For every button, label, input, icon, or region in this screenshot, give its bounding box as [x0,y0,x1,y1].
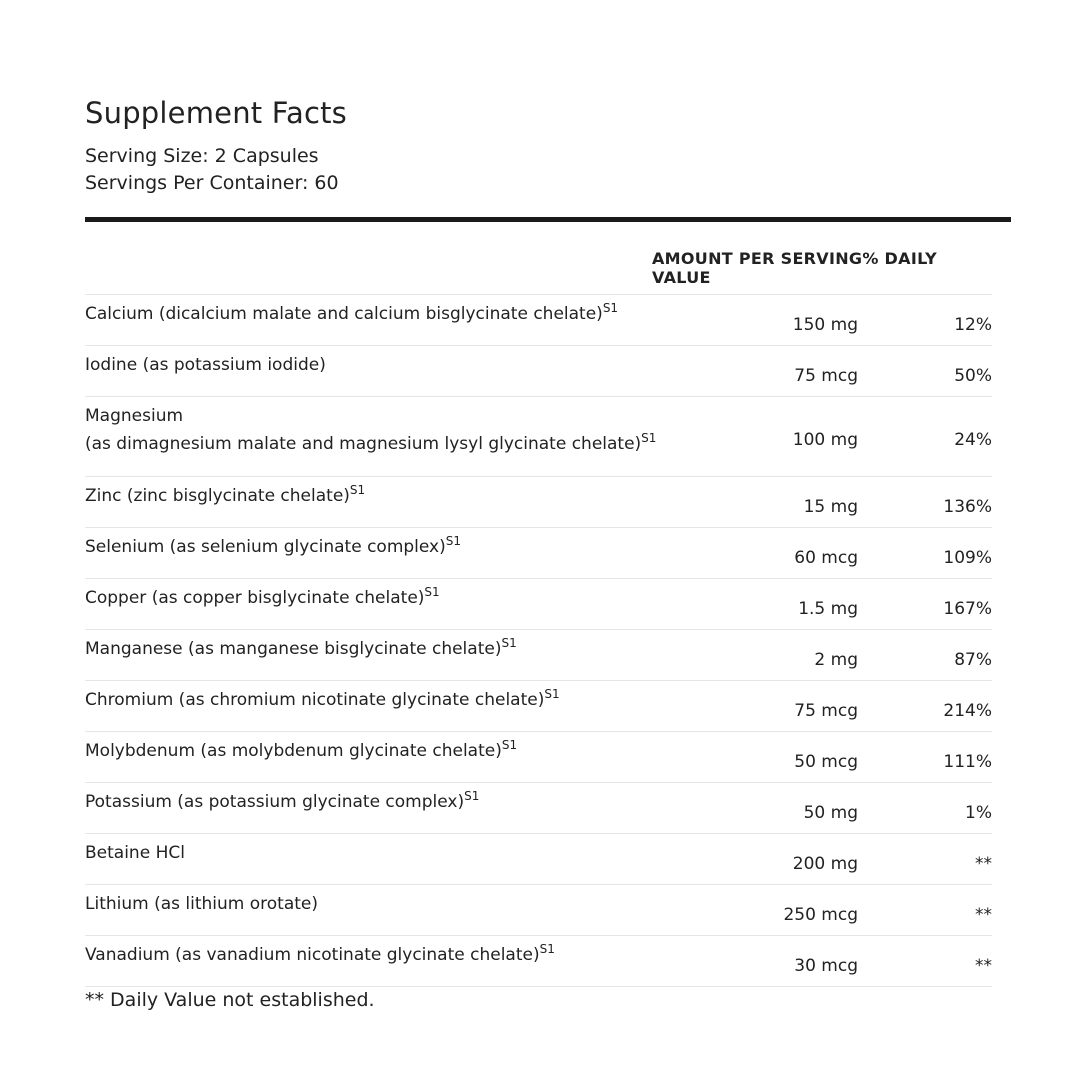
amount-per-serving: 250 mcg [783,905,858,925]
amount-per-serving: 100 mg [792,430,858,450]
nutrient-label: Iodine (as potassium iodide) [85,355,326,375]
footnote-marker: S1 [641,431,657,445]
nutrient-label: Calcium (dicalcium malate and calcium bisglycinate chelate) [85,304,603,324]
panel-title: Supplement Facts [85,96,347,130]
nutrient-label: Selenium (as selenium glycinate complex) [85,537,446,557]
nutrient-name [85,300,705,328]
nutrient-label: Lithium (as lithium orotate) [85,894,319,914]
daily-value: 12% [954,315,992,335]
footnote-marker: S1 [349,483,366,497]
daily-value: 87% [954,650,992,670]
nutrient-name [85,839,705,867]
amount-per-serving: 30 mcg [794,956,858,976]
nutrient-name [85,788,705,816]
nutrient-label: Magnesium [85,406,184,426]
footnote-marker: S1 [501,738,518,752]
nutrient-name [85,533,705,561]
nutrient-source: (as dimagnesium malate and magnesium lysyl glycinate chelate) [85,434,642,454]
daily-value: 167% [943,599,992,619]
amount-per-serving: 1.5 mg [798,599,858,619]
nutrient-label: Zinc (zinc bisglycinate chelate) [85,486,350,506]
nutrient-label: Vanadium (as vanadium nicotinate glycinate chelate) [85,945,540,965]
header-amount-per-serving: AMOUNT PER SERVING% DAILY VALUE [652,249,937,287]
nutrient-name [85,584,705,612]
nutrient-name [85,890,705,918]
footnote-marker: S1 [424,585,440,599]
nutrient-label: Betaine HCl [85,843,185,863]
supplement-facts-panel [85,95,1011,1011]
nutrient-label: Copper (as copper bisglycinate chelate) [85,588,425,608]
daily-value: 136% [943,497,992,517]
nutrient-label: Molybdenum (as molybdenum glycinate chelate) [85,741,502,761]
thick-divider [85,217,1011,222]
table-header [85,247,992,287]
daily-value: 50% [954,366,992,386]
daily-value: 24% [954,430,992,450]
footnote-marker: S1 [539,942,555,956]
table-row [85,935,992,987]
daily-value: ** [975,905,992,925]
daily-value: ** [975,854,992,874]
table-row [85,396,992,476]
amount-per-serving: 50 mcg [794,752,858,772]
servings-per-container: Servings Per Container: 60 [85,172,339,194]
footnote-marker: S1 [464,789,480,803]
table-row [85,884,992,935]
serving-info [85,143,1011,197]
table-row [85,731,992,782]
footnote-marker: S1 [602,301,619,315]
nutrient-name [85,737,705,765]
table-row [85,476,992,527]
table-row [85,294,992,345]
amount-per-serving: 50 mg [803,803,858,823]
amount-per-serving: 15 mg [803,497,858,517]
nutrient-name [85,402,705,458]
serving-size: Serving Size: 2 Capsules [85,145,319,167]
amount-per-serving: 75 mcg [794,701,858,721]
footnote-marker: S1 [544,687,560,701]
nutrient-name [85,941,705,969]
daily-value: 109% [943,548,992,568]
nutrient-name [85,482,705,510]
table-row [85,345,992,396]
nutrient-label: Manganese (as manganese bisglycinate chelate) [85,639,502,659]
amount-per-serving: 200 mg [792,854,858,874]
daily-value: 214% [943,701,992,721]
amount-per-serving: 2 mg [814,650,858,670]
amount-per-serving: 150 mg [792,315,858,335]
table-row [85,680,992,731]
footnote-marker: S1 [445,534,462,548]
table-row [85,629,992,680]
footnote-marker: S1 [501,636,517,650]
nutrient-name [85,351,705,379]
table-row [85,578,992,629]
footnote: ** Daily Value not established. [85,989,375,1011]
nutrient-table [85,294,992,987]
nutrient-label: Chromium (as chromium nicotinate glycinate chelate) [85,690,545,710]
nutrient-name [85,686,705,714]
table-row [85,833,992,884]
nutrient-label: Potassium (as potassium glycinate complex) [85,792,465,812]
daily-value: 1% [965,803,992,823]
daily-value: 111% [943,752,992,772]
amount-per-serving: 60 mcg [794,548,858,568]
amount-per-serving: 75 mcg [794,366,858,386]
daily-value: ** [975,956,992,976]
nutrient-name [85,635,705,663]
table-row [85,782,992,833]
table-row [85,527,992,578]
